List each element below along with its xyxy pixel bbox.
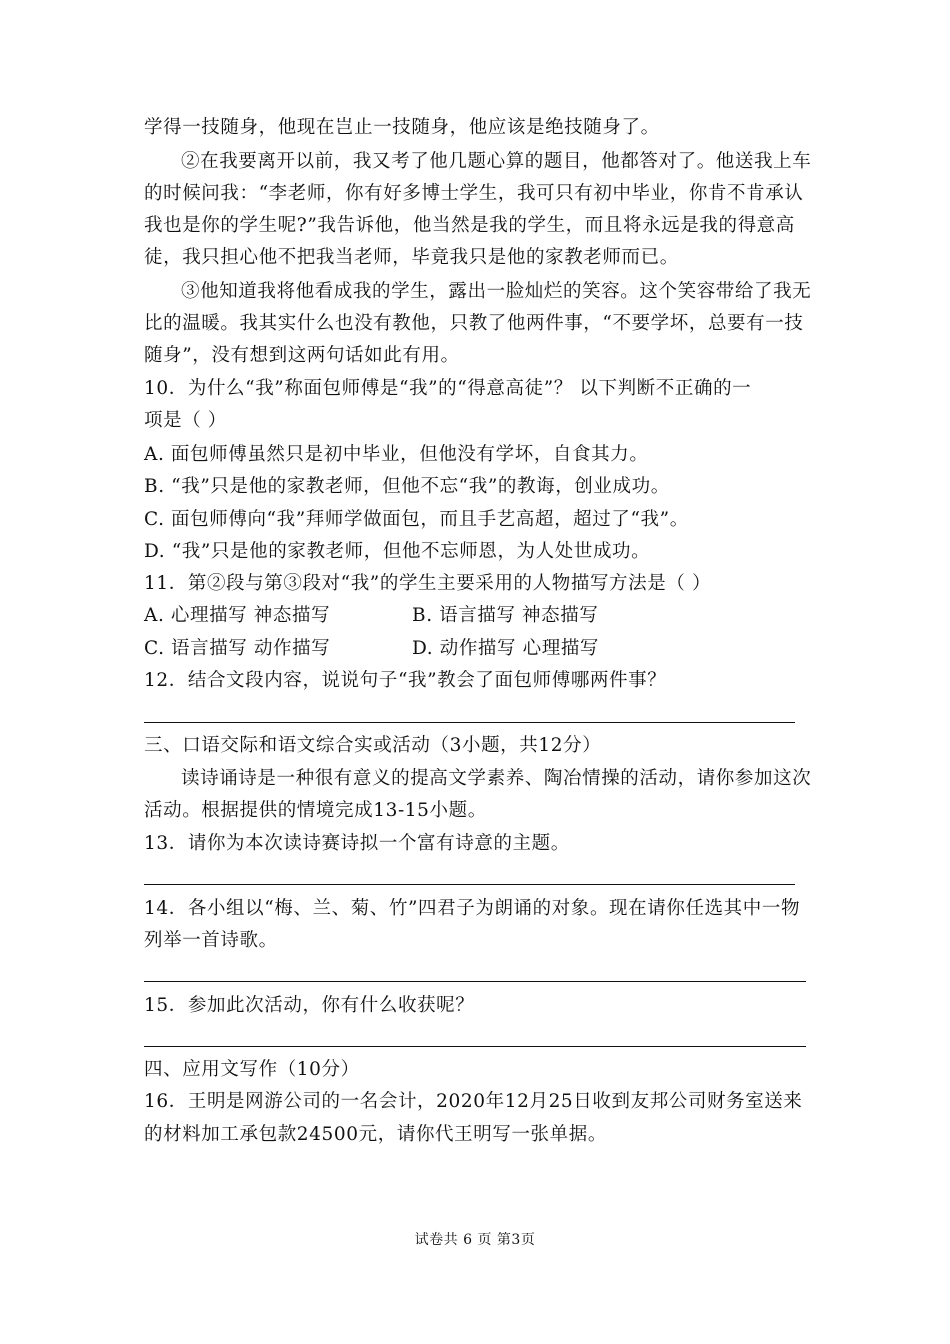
passage-line: 学得一技随身，他现在岂止一技随身，他应该是绝技随身了。 (144, 117, 660, 138)
question-11-stem: 11．第②段与第③段对“我”的学生主要采用的人物描写方法是（ ） (144, 573, 712, 594)
question-10-stem: 10．为什么“我”称面包师傅是“我”的“得意高徒”？ 以下判断不正确的一 (144, 378, 752, 399)
question-11-option-c: C. 语言描写 动作描写 (144, 638, 331, 659)
question-13-stem: 13．请你为本次读诗赛诗拟一个富有诗意的主题。 (144, 833, 570, 854)
question-14-stem: 14．各小组以“梅、兰、菊、竹”四君子为朗诵的对象。现在请你任选其中一物 (144, 898, 801, 919)
answer-line-12 (144, 722, 795, 723)
passage-paragraph-2-line: ②在我要离开以前，我又考了他几题心算的题目，他都答对了。他送我上车 (181, 151, 812, 172)
passage-paragraph-2-line: 我也是你的学生呢?”我告诉他，他当然是我的学生，而且将永远是我的得意高 (144, 215, 795, 236)
question-16-stem: 16．王明是网游公司的一名会计，2020年12月25日收到友邦公司财务室送来 (144, 1091, 803, 1112)
question-12-stem: 12．结合文段内容，说说句子“我”教会了面包师傅哪两件事？ (144, 670, 667, 691)
passage-paragraph-3-line: 比的温暖。我其实什么也没有教他，只教了他两件事，“不要学坏，总要有一技 (144, 313, 804, 334)
answer-line-13 (144, 884, 795, 885)
passage-paragraph-3-line: 随身”，没有想到这两句话如此有用。 (144, 345, 460, 366)
question-11-option-d: D. 动作描写 心理描写 (412, 638, 600, 659)
question-15-stem: 15．参加此次活动，你有什么收获呢？ (144, 995, 475, 1016)
section-3-intro: 活动。根据提供的情境完成13-15小题。 (144, 800, 487, 821)
question-11-option-a: A. 心理描写 神态描写 (144, 605, 331, 626)
passage-paragraph-2-line: 徒，我只担心他不把我当老师，毕竟我只是他的家教老师而已。 (144, 247, 679, 268)
question-10-option-b: B. “我”只是他的家教老师，但他不忘“我”的教诲，创业成功。 (144, 476, 670, 497)
section-3-intro: 读诗诵诗是一种很有意义的提高文学素养、陶冶情操的活动，请你参加这次 (181, 768, 812, 789)
passage-paragraph-2-line: 的时候问我：“李老师，你有好多博士学生，我可只有初中毕业，你肯不肯承认 (144, 183, 804, 204)
question-10-option-d: D. “我”只是他的家教老师，但他不忘师恩，为人处世成功。 (144, 541, 651, 562)
section-3-heading: 三、口语交际和语文综合实或活动（3小题，共12分） (144, 735, 602, 756)
question-16-stem: 的材料加工承包款24500元，请你代王明写一张单据。 (144, 1124, 607, 1145)
question-10-option-a: A. 面包师傅虽然只是初中毕业，但他没有学坏，自食其力。 (144, 444, 649, 465)
question-11-option-b: B. 语言描写 神态描写 (412, 605, 599, 626)
question-14-stem: 列举一首诗歌。 (144, 930, 278, 951)
question-10-option-c: C. 面包师傅向“我”拜师学做面包，而且手艺高超，超过了“我”。 (144, 509, 689, 530)
answer-line-15 (144, 1046, 806, 1047)
question-10-stem: 项是（ ） (144, 410, 227, 431)
passage-paragraph-3-line: ③他知道我将他看成我的学生，露出一脸灿烂的笑容。这个笑容带给了我无 (181, 281, 812, 302)
section-4-heading: 四、应用文写作（10分） (144, 1059, 360, 1080)
page-footer: 试卷共 6 页 第3页 (414, 1232, 536, 1248)
answer-line-14 (144, 981, 806, 982)
